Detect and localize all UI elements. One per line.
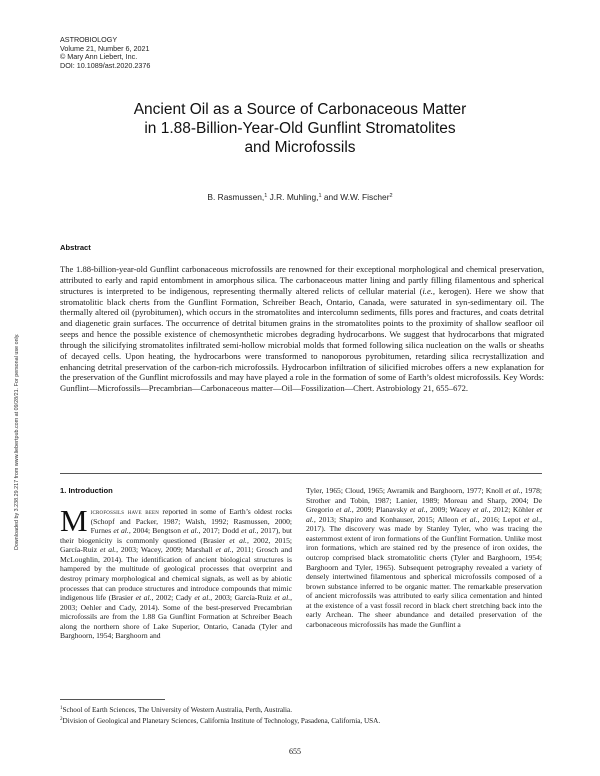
opening-small-caps: icrofossils have been	[90, 507, 160, 516]
title-line-3: and Microfossils	[244, 139, 356, 156]
article-title	[60, 100, 540, 157]
affiliation-marker: 1	[318, 193, 322, 199]
journal-header	[60, 36, 150, 70]
page-number: 655	[289, 747, 301, 756]
introduction-column-left: Microfossils have been reported in some of Earth’s oldest rocks (Schopf and Packer, 1987; Walsh, 1992; Rasmussen, 2000; Furnes et al., 2004; Bengtson et al., 2017; Dodd et al., 2017), but their biogenicity is commonly questioned (Brasier et al., 2002, 2015; García-Ruiz et al., 2003; Wacey, 2009; Marshall et al., 2011; Grosch and McLoughlin, 2014). The identification of ancient biological structures is hampered by the multitude of geological processes that overprint and destroy primary morphological and chemical signals, as well as by abiotic processes that can produce structures and introduce compounds that mimic indigenous life (Brasier et al., 2002; Cady et al., 2003; García-Ruiz et al., 2003; Oehler and Cady, 2014). Some of the best-preserved Precambrian microfossils are from the 1.88 Ga Gunflint Formation at Schreiber Beach along the northern shore of Lake Superior, Ontario, Canada (Tyler and Barghoorn, 1954; Barghoorn and	[60, 503, 293, 641]
footnote-divider	[60, 699, 165, 700]
author-list	[60, 192, 540, 202]
introduction-heading: 1. Introduction	[60, 486, 113, 495]
footnote-2: $^2$Division of Geological and Planetary Sciences, California Institute of Technology, Pasadena, California, USA.	[60, 717, 381, 726]
title-line-2: in 1.88-Billion-Year-Old Gunflint Stromatolites	[144, 120, 456, 137]
journal-doi[interactable]: DOI: 10.1089/ast.2020.2376	[60, 60, 151, 70]
section-divider	[60, 473, 542, 474]
author-fischer: W.W. Fischer	[340, 192, 390, 202]
title-line-1: Ancient Oil as a Source of Carbonaceous Matter	[133, 101, 467, 118]
affiliation-footnotes	[60, 704, 542, 727]
affiliation-marker: 2	[389, 193, 393, 199]
journal-volume: Volume 21, Number 6, 2021	[60, 43, 150, 53]
download-stamp	[4, 250, 18, 550]
journal-name: ASTROBIOLOGY	[60, 35, 118, 44]
drop-cap: M	[60, 503, 88, 538]
abstract-body: The 1.88-billion-year-old Gunflint carbonaceous microfossils are renowned for their exceptional morphological and chemical preservation, attributed to early and rapid entombment in amorphous silica. The carbonaceous matter lining and partly filling filamentous and spherical structures is interpreted to be indigenous, representing thermally altered relicts of cellular material (i.e., kerogen). Here we show that stromatolitic black cherts from the Gunflint Formation, Schreiber Beach, Ontario, Canada, were saturated in syn-sedimentary oil. The thermally altered oil (pyrobitumen), which occurs in the stromatolites and intercolumn sediments, fills pores and fractures, and coats detrital and diagenetic grain surfaces. The occurrence of detrital bitumen grains in the stromatolites points to the proximity of shallow seafloor oil seeps and hence the possible existence of chemosynthetic microbes degrading hydrocarbons. We suggest that hydrocarbons that migrated through the silicifying stromatolites infiltrated semi-hollow microbial molds that formed following silica nucleation on the walls or sheaths of decayed cells. Upon heating, the hydrocarbons were transformed to nanoporous pyrobitumen, retarding silica recrystallization and enhancing detrital preservation of the carbon-rich microfossils. Hydrocarbon infiltration of silicified microbes offers a new explanation for the preservation of the Gunflint microfossils and may have played a role in the formation of some of Earth’s oldest microfossils. Key Words: Gunflint—Microfossils—Precambrian—Carbonaceous matter—Oil—Fossilization—Chert. Astrobiology 21, 655–672.	[60, 264, 544, 394]
author-muhling: J.R. Muhling,	[269, 192, 319, 202]
introduction-column-right: Tyler, 1965; Cloud, 1965; Awramik and Barghoorn, 1977; Knoll et al., 1978; Strother and Tobin, 1987; Lanier, 1989; Moreau and Sharp, 2004; De Gregorio et al., 2009; Planavsky et al., 2009; Wacey et al., 2012; Köhler et al., 2013; Shapiro and Konhauser, 2015; Alleon et al., 2016; Lepot et al., 2017). The discovery was made by Stanley Tyler, who was tracing the easternmost extent of iron formations of the Gunflint Formation. Unlike most iron formations, which are stained red by the presence of iron oxides, the outcrop comprised black stromatolitic cherts (Tyler and Barghoorn, 1954; Barghoorn and Tyler, 1965). Subsequent petrography revealed a variety of densely intertwined filamentous and spherical microfossils composed of a brown substance inferred to be organic matter. The remarkable preservation of ancient microfossils was attributed to early silica cementation and hinted at the existence of a vast fossil record in black chert stretching back into the early Archean. The sheer abundance and detailed preservation of the carbonaceous microfossils has made the Gunflint a	[306, 486, 543, 629]
abstract-heading: Abstract	[60, 243, 91, 252]
author-connector: and	[323, 192, 338, 202]
affiliation-marker: 1	[264, 193, 268, 199]
download-stamp-text: Downloaded by 3.238.29.217 from www.liebertpub.com at 09/28/21. For personal use only.	[14, 333, 20, 550]
author-rasmussen: B. Rasmussen,	[207, 192, 265, 202]
journal-copyright: © Mary Ann Liebert, Inc.	[60, 52, 138, 62]
footnote-1: $^1$School of Earth Sciences, The University of Western Australia, Perth, Australia.	[60, 706, 293, 714]
